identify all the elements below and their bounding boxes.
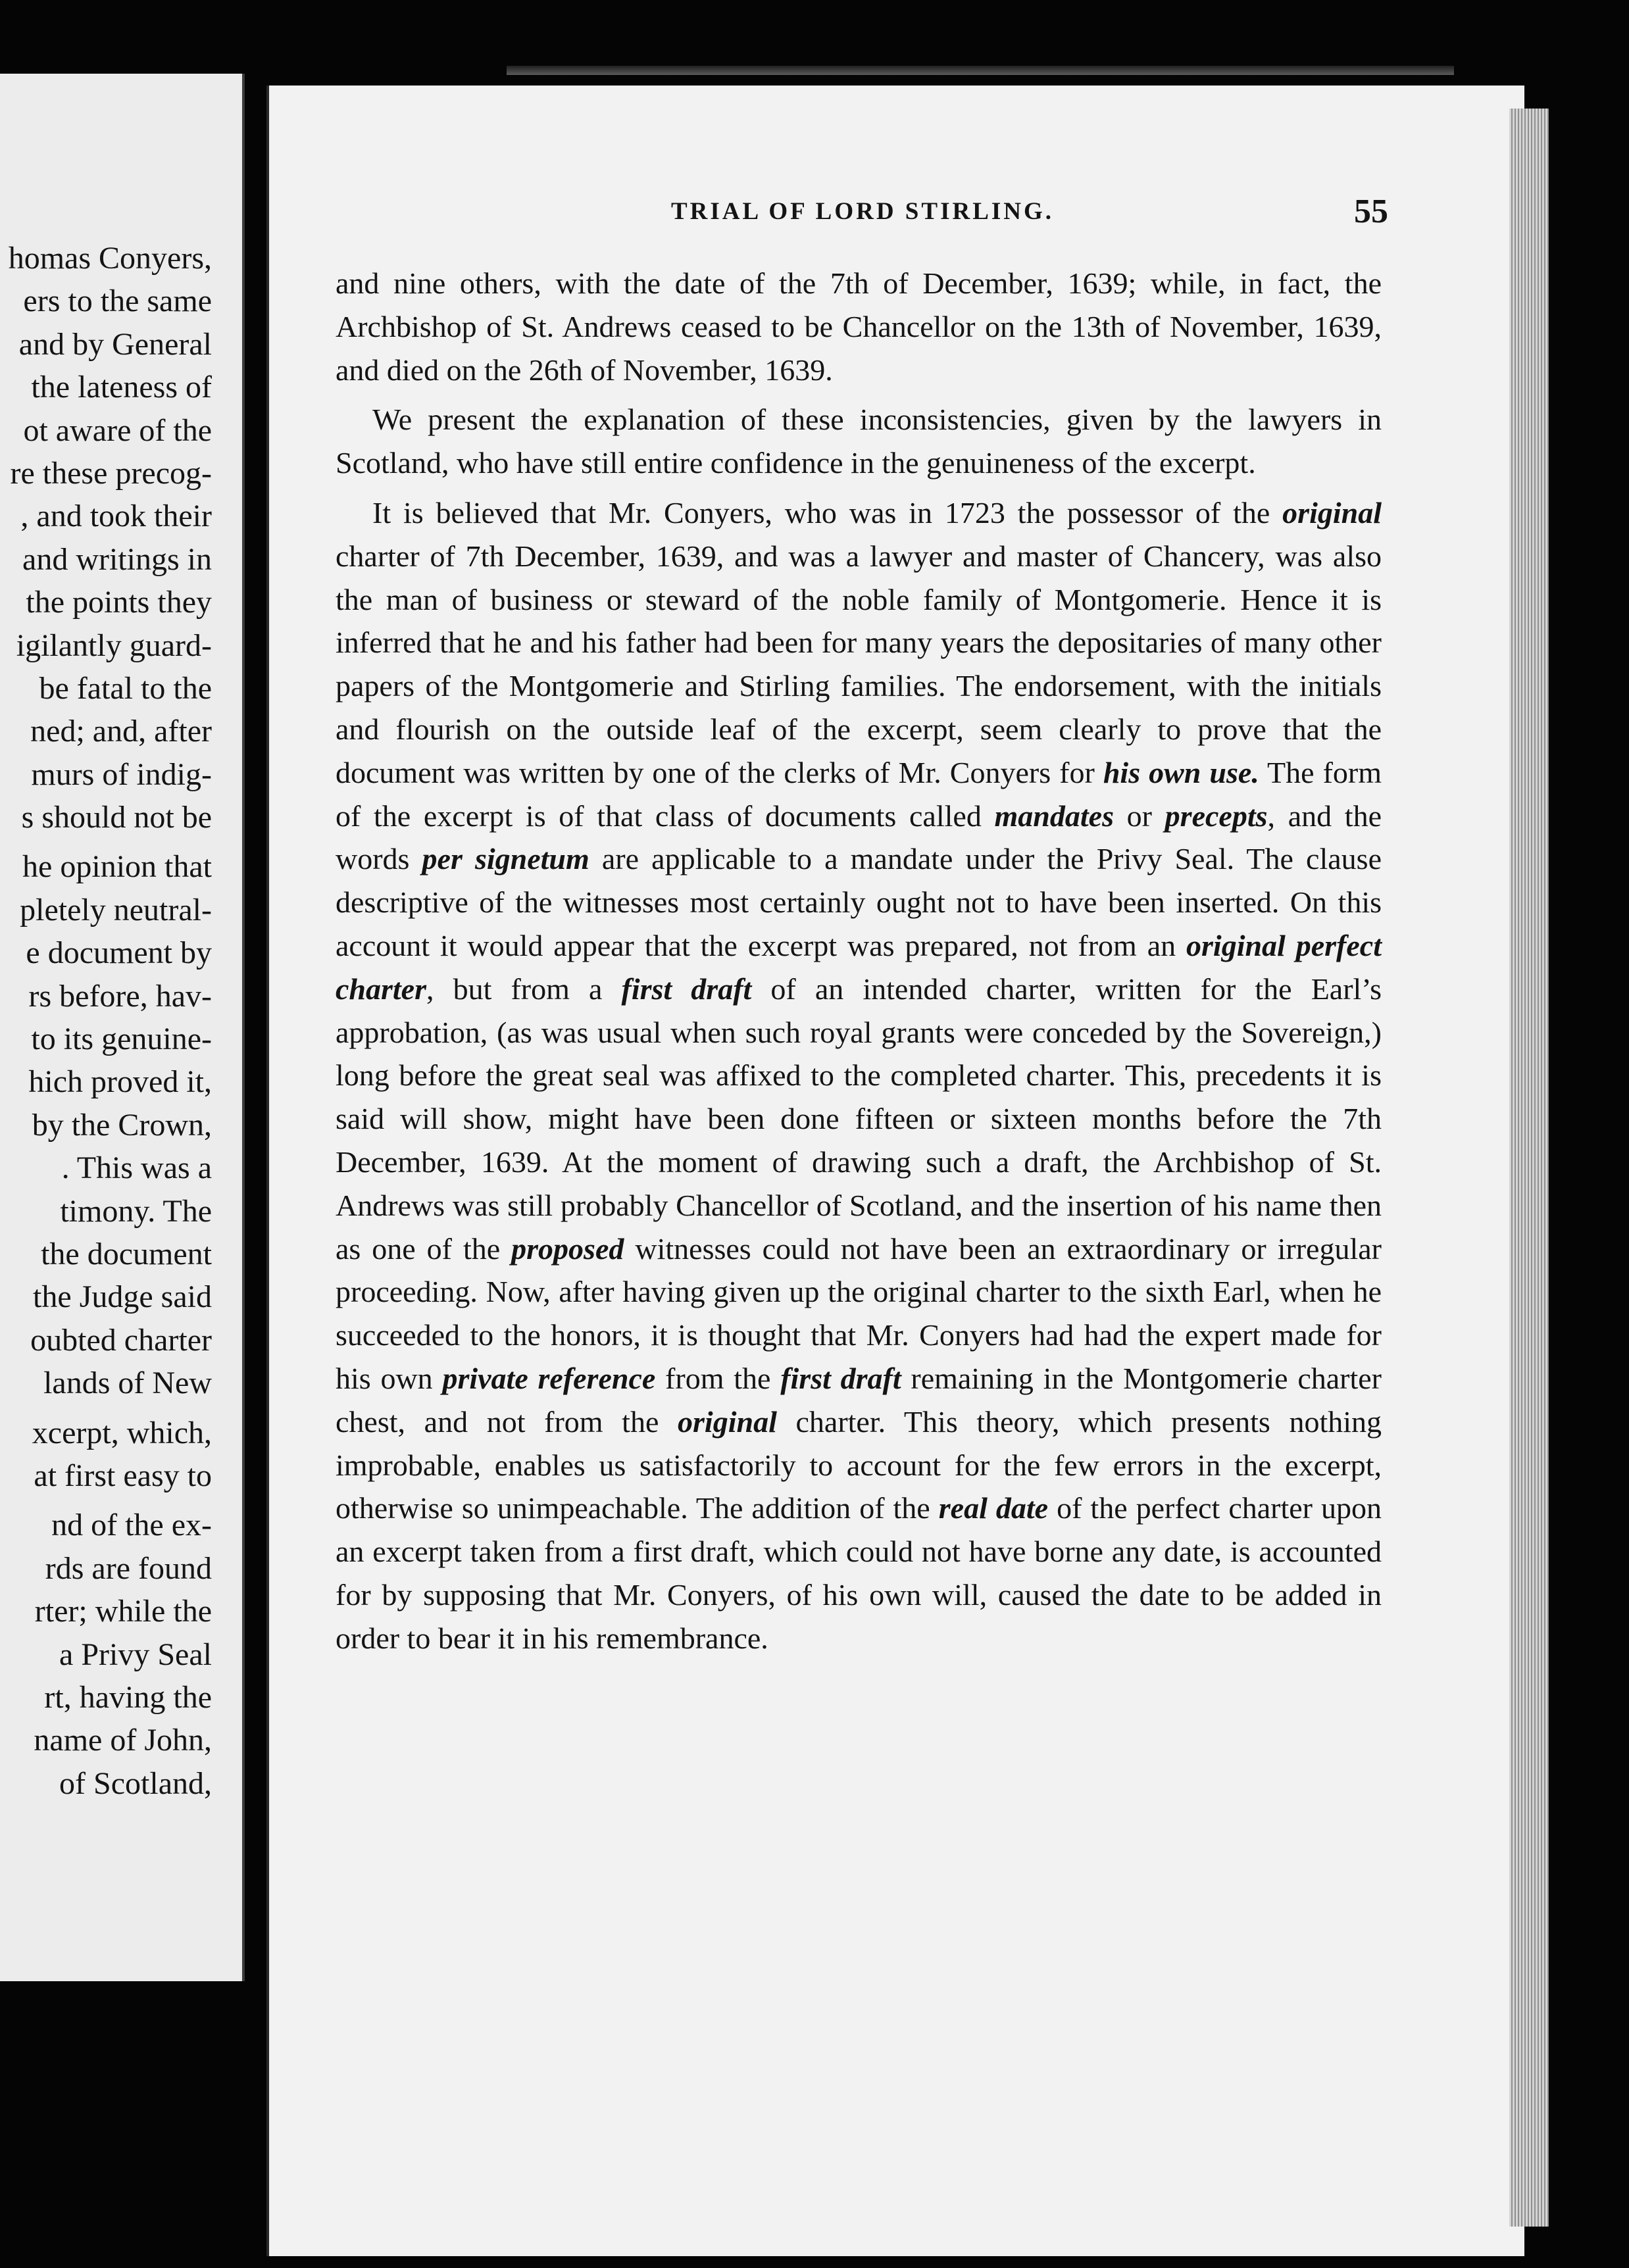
left-page-line: the lateness of — [31, 370, 212, 405]
left-page-line: murs of indig- — [31, 756, 212, 792]
page-number: 55 — [1354, 193, 1388, 230]
left-page-line: xcerpt, which, — [32, 1415, 212, 1450]
left-page-line: oubted charter — [30, 1322, 212, 1358]
text-run: from the — [655, 1361, 781, 1395]
left-page — [0, 74, 245, 1981]
left-page-line: name of John, — [34, 1723, 212, 1758]
left-page-line: lands of New — [43, 1366, 212, 1401]
left-page-line: ned; and, after — [30, 714, 212, 749]
italic-emphasis: precepts — [1165, 799, 1268, 833]
left-page-line: hich proved it, — [28, 1064, 212, 1100]
text-run: , and the words — [336, 799, 1382, 876]
italic-emphasis: first draft — [621, 972, 752, 1006]
text-run: We present the explanation of these inconsistencies, given by the lawyers in Scotland, who have still entire confidence in the genuineness of the excerpt. — [336, 403, 1382, 480]
left-page-line: the document — [41, 1236, 212, 1271]
italic-emphasis: proposed — [511, 1231, 624, 1266]
italic-emphasis: private reference — [442, 1361, 656, 1395]
text-run: witnesses could not have been an extraordinary or irregular proceeding. Now, after having given up the original charter to the sixth Earl, when he succeeded to the honors, it is thought that Mr. Conyers had had the expert made for his own — [336, 1231, 1382, 1395]
left-page-line — [0, 1405, 212, 1412]
left-page-line: nd of the ex- — [51, 1508, 212, 1543]
italic-emphasis: first draft — [780, 1361, 901, 1395]
left-page-line: a Privy Seal — [59, 1637, 212, 1672]
left-page-line: of Scotland, — [59, 1765, 212, 1801]
page-header — [671, 193, 1388, 234]
left-page-line: the points they — [26, 585, 212, 620]
paragraph — [336, 398, 1382, 485]
text-run: and nine others, with the date of the 7th of December, 1639; while, in fact, the Archbishop of St. Andrews ceased to be Chancellor on the 13th of November, 1639, and died on the 26th of November, 1639. — [336, 266, 1382, 387]
left-page-line: by the Crown, — [32, 1107, 212, 1143]
left-page-line: timony. The — [60, 1193, 212, 1229]
running-head: TRIAL OF LORD STIRLING. — [671, 198, 1055, 225]
text-run: It is believed that Mr. Conyers, who was in 1723 the possessor of the — [372, 495, 1283, 530]
left-page-line: be fatal to the — [39, 670, 212, 706]
left-page-line: rt, having the — [44, 1679, 212, 1715]
left-page-line: and by General — [18, 326, 212, 362]
text-run: of the perfect charter upon an excerpt taken from a first draft, which could not have borne any date, is accounted for by supposing that Mr. Conyers, of his own will, caused the date to be added in order to bear it in his remembrance. — [336, 1491, 1382, 1655]
left-page-line: at first easy to — [34, 1458, 212, 1493]
text-run: charter. This theory, which presents nothing improbable, enables us satisfactorily to account for the few errors in the excerpt, otherwise so unimpeachable. The addition of the — [336, 1404, 1382, 1525]
text-run: of an intended charter, written for the Earl’s approbation, (as was usual when such royal grants were conceded by the Sovereign,) long before the great seal was affixed to the completed charter. This, precedents it is said will show, might have been done fifteen or sixteen months before the 7th December, 1639. At the moment of drawing such a draft, the Archbishop of St. Andrews was still probably Chancellor of Scotland, and the insertion of his name then as one of the — [336, 972, 1382, 1266]
left-page-line: pletely neutral- — [20, 892, 212, 927]
text-run: , but from a — [426, 972, 622, 1006]
text-run: are applicable to a mandate under the Privy Seal. The clause descriptive of the witnesses most certainly ought not to have been inserted. On this account it would appear that the excerpt was prepared, not from an — [336, 842, 1382, 962]
italic-emphasis: original — [678, 1404, 777, 1439]
italic-emphasis: real date — [938, 1491, 1049, 1525]
left-page-line — [0, 839, 212, 845]
text-run: charter of 7th December, 1639, and was a lawyer and master of Chancery, was also the man of business or steward of the noble family of Montgomerie. Hence it is inferred that he and his father had been for many years the depositaries of many other papers of the Montgomerie and Stirling families. The endorsement, with the initials and flourish on the outside leaf of the excerpt, seem clearly to prove that the document was written by one of the clerks of Mr. Conyers for — [336, 539, 1382, 789]
left-page-line: ers to the same — [23, 284, 212, 319]
text-run: remaining in the Montgomerie charter chest, and not from the — [336, 1361, 1382, 1439]
italic-emphasis: original perfect charter — [336, 928, 1382, 1006]
left-page-text — [0, 237, 212, 1805]
left-page-line: ot aware of the — [23, 412, 212, 448]
left-page-line: re these precog- — [10, 455, 212, 491]
paragraph — [336, 491, 1382, 1660]
italic-emphasis: per signetum — [422, 842, 589, 876]
left-page-line — [0, 1497, 212, 1504]
left-page-line: rds are found — [45, 1550, 212, 1586]
left-page-line: and writings in — [22, 541, 212, 577]
paragraph — [336, 262, 1382, 391]
left-page-line: rter; while the — [34, 1594, 212, 1629]
text-run: or — [1113, 799, 1165, 833]
left-page-line: . This was a — [61, 1150, 212, 1186]
body-text — [336, 262, 1382, 1667]
left-page-line: to its genuine- — [31, 1022, 212, 1057]
page-stack-edge — [1509, 109, 1549, 2227]
left-page-line: he opinion that — [22, 849, 212, 885]
left-page-line: the Judge said — [33, 1279, 212, 1315]
left-page-line: igilantly guard- — [16, 628, 212, 663]
left-page-line: rs before, hav- — [28, 978, 212, 1014]
text-run: The form of the excerpt is of that class of documents called — [336, 755, 1382, 833]
italic-emphasis: original — [1282, 495, 1382, 530]
left-page-line: s should not be — [21, 800, 212, 835]
left-page-line: e document by — [26, 935, 212, 971]
italic-emphasis: his own use. — [1103, 755, 1259, 789]
left-page-line: , and took their — [20, 499, 212, 534]
left-page-line: homas Conyers, — [8, 241, 212, 276]
italic-emphasis: mandates — [994, 799, 1114, 833]
binding-edge — [507, 66, 1454, 75]
